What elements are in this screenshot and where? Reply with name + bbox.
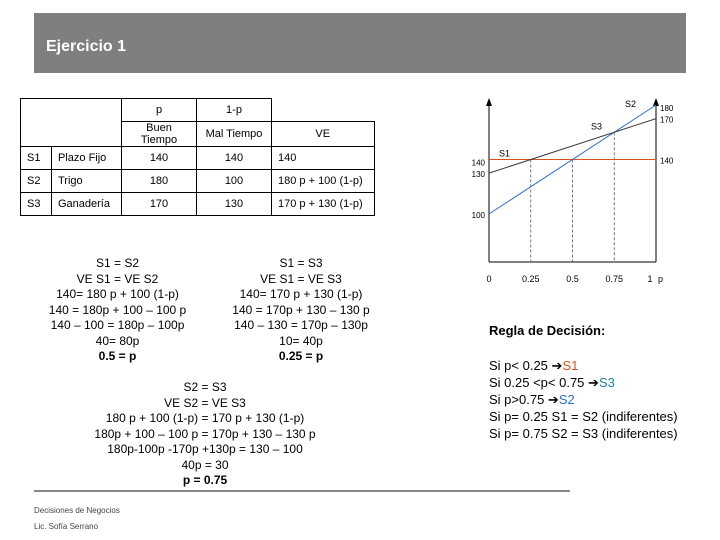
y-axis-left-arrow [486, 98, 492, 106]
cell-mt: 100 [197, 170, 272, 193]
label-s2: S2 [624, 99, 636, 109]
cell-bt: 140 [122, 147, 197, 170]
header-mal-tiempo: Mal Tiempo [197, 122, 272, 147]
header-p: p [122, 99, 197, 122]
arrow-icon: ➔ [588, 375, 599, 390]
rule-item: Si p>0.75 ➔S2 [489, 392, 575, 407]
cell-ve: 140 [272, 147, 375, 170]
calc-s2-s3: S2 = S3 VE S2 = VE S3 180 p + 100 (1-p) = 170 p + 130 (1-p) 180p + 100 – 100 p = 170p + 130 – 130 p 180p-100p -170p +130p = 130 – 100 40p = 30 p = 0.75 [85, 380, 325, 489]
series-lines [489, 105, 656, 214]
strategy-name: Ganadería [52, 193, 122, 216]
result-s2-s3: p = 0.75 [182, 473, 228, 487]
cell-bt: 170 [122, 193, 197, 216]
footer-divider [34, 490, 570, 492]
cell-mt: 130 [197, 193, 272, 216]
right-tick-label: 140 [660, 156, 674, 166]
x-tick-label: 0 [486, 274, 492, 284]
result-s1-s3: 0.25 = p [278, 349, 324, 363]
left-tick-label: 140 [471, 158, 485, 168]
header-buen-tiempo: Buen Tiempo [122, 122, 197, 147]
right-tick-label: 180 [660, 104, 674, 113]
header-1-p: 1-p [197, 99, 272, 122]
cell-mt: 140 [197, 147, 272, 170]
footer-course: Decisiones de Negocios [34, 506, 120, 515]
arrow-icon: ➔ [551, 358, 563, 373]
x-axis-label: p [658, 274, 664, 284]
arrow-icon: ➔ [547, 392, 559, 407]
label-s3: S3 [590, 121, 603, 132]
y-axis-right-arrow [653, 98, 659, 106]
left-tick-label: 130 [471, 170, 485, 180]
x-tick-label: 0.75 [605, 274, 624, 284]
footer-author: Lic. Sofía Serrano [34, 522, 99, 531]
strategy-name: Plazo Fijo [52, 147, 122, 170]
cell-ve: 170 p + 130 (1-p) [272, 193, 375, 216]
strategy-id: S1 [21, 147, 52, 170]
rule-item: Si p< 0.25 ➔S1 [489, 358, 579, 373]
label-s1: S1 [499, 148, 511, 159]
right-tick-label: 170 [660, 115, 674, 125]
page-title: Ejercicio 1 [46, 38, 127, 55]
calc-s1-s3: S1 = S3 VE S1 = VE S3 140= 170 p + 130 (1-p) 140 = 170p + 130 – 130 p 140 – 130 = 170p – 130p 10= 40p 0.25 = p [212, 256, 390, 365]
left-tick-label: 100 [471, 211, 485, 220]
strategy-name: Trigo [52, 170, 122, 193]
cell-ve: 180 p + 100 (1-p) [272, 170, 375, 193]
result-s1-s2: 0.5 = p [98, 349, 137, 363]
strategy-id: S3 [21, 193, 52, 216]
x-tick-label: 0.25 [521, 274, 540, 284]
rule-item: Si p= 0.25 S1 = S2 (indiferentes) [489, 409, 678, 424]
strategy-id: S2 [21, 170, 52, 193]
calc-s1-s2: S1 = S2 VE S1 = VE S2 140= 180 p + 100 (1-p) 140 = 180p + 100 – 100 p 140 – 100 = 180p – 100p 40= 80p 0.5 = p [30, 256, 205, 365]
x-tick-label: 1 [647, 274, 653, 284]
rules-title: Regla de Decisión: [489, 323, 606, 338]
header-ve: VE [272, 122, 375, 147]
rule-item: Si p= 0.75 S2 = S3 (indiferentes) [489, 426, 678, 441]
decision-rules [489, 357, 678, 442]
cell-bt: 180 [122, 170, 197, 193]
x-tick-label: 0.5 [566, 274, 579, 284]
rule-item: Si 0.25 <p< 0.75 ➔S3 [489, 375, 615, 390]
